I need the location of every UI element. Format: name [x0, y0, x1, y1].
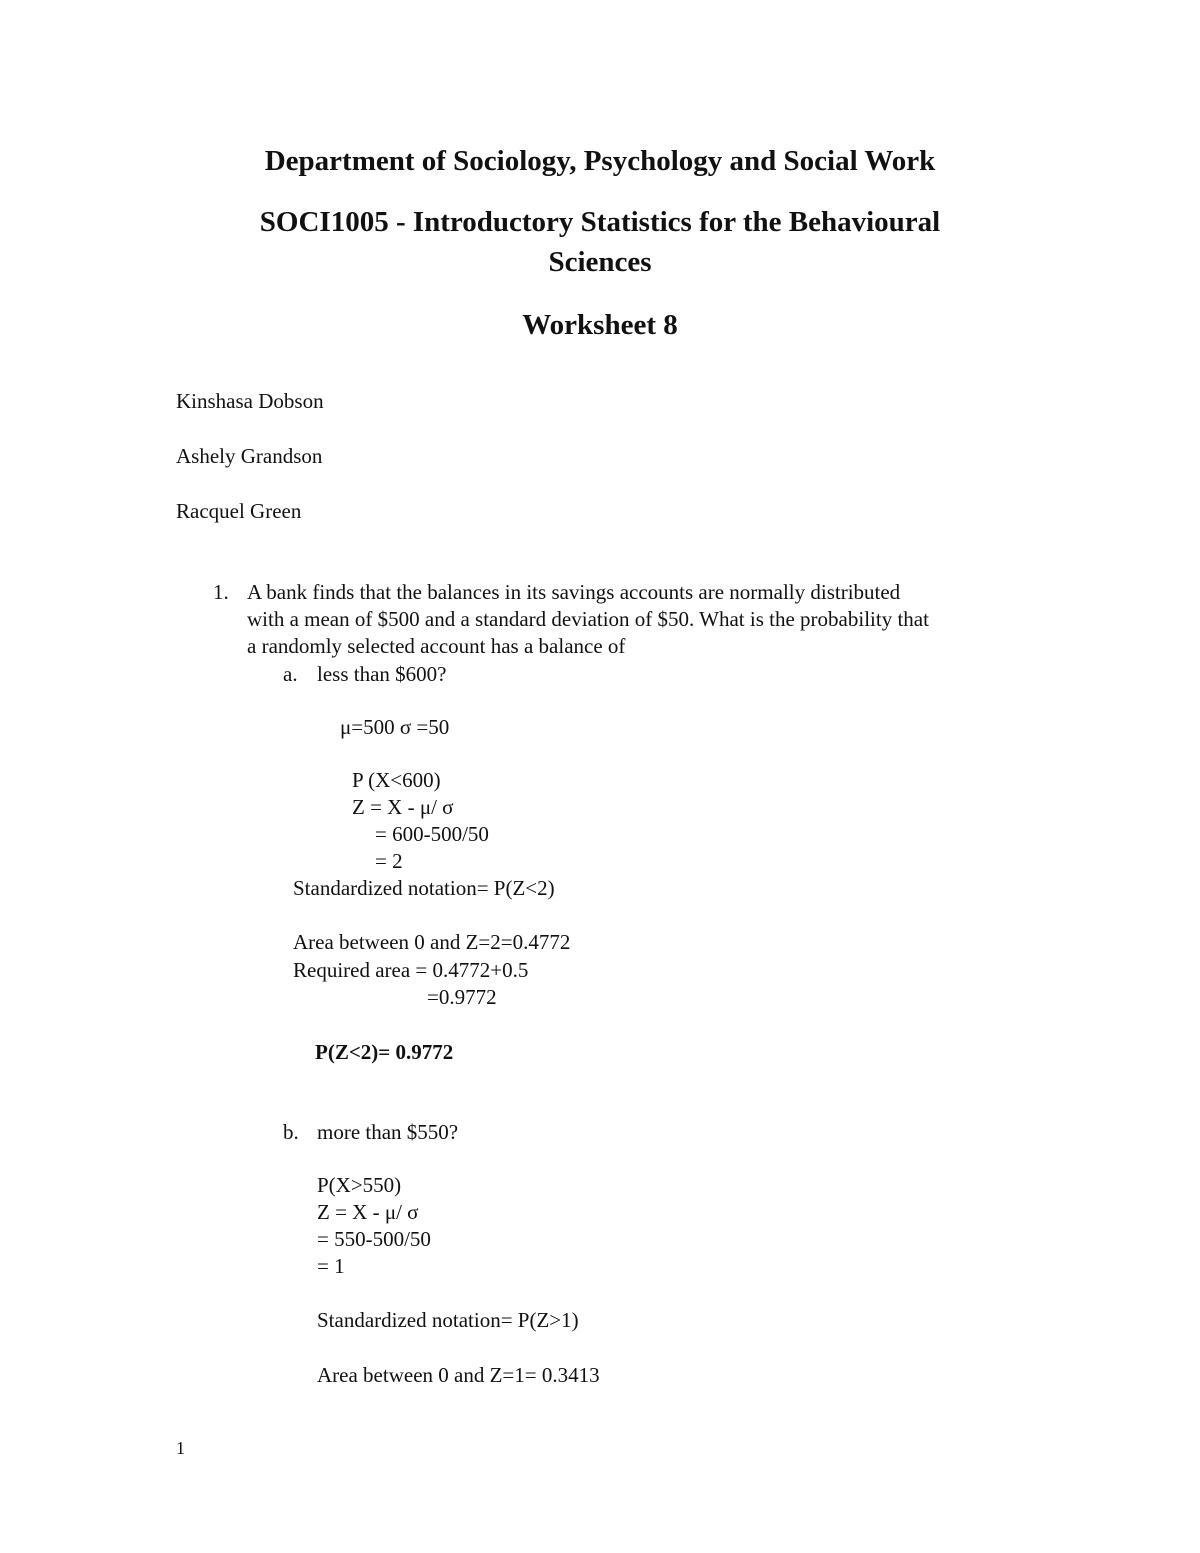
question-text-line: A bank finds that the balances in its savings accounts are normally distributed: [247, 580, 901, 604]
work-line: P (X<600): [352, 768, 441, 792]
work-line: P(X>550): [317, 1173, 402, 1197]
question-text-line: with a mean of $500 and a standard deviation of $50. What is the probability that: [247, 607, 929, 631]
author-name: Kinshasa Dobson: [176, 389, 324, 413]
required-area: Required area = 0.4772+0.5: [293, 958, 529, 982]
work-line: = 1: [317, 1254, 345, 1278]
author-name: Racquel Green: [176, 499, 302, 523]
course-title-line1: SOCI1005 - Introductory Statistics for the Behavioural: [259, 206, 941, 238]
required-area-result: =0.9772: [427, 985, 497, 1009]
part-a-answer: P(Z<2)= 0.9772: [315, 1040, 454, 1064]
part-a-prompt: less than $600?: [317, 662, 447, 686]
work-line: = 600-500/50: [375, 822, 489, 846]
work-line: = 550-500/50: [317, 1227, 431, 1251]
part-b-prompt: more than $550?: [317, 1120, 459, 1144]
part-a-letter: a.: [283, 662, 298, 686]
department-title: Department of Sociology, Psychology and Social Work: [264, 145, 936, 177]
standardized-notation: Standardized notation= P(Z<2): [293, 876, 555, 900]
standardized-notation: Standardized notation= P(Z>1): [317, 1308, 579, 1332]
worksheet-title: Worksheet 8: [522, 309, 678, 341]
area-between: Area between 0 and Z=2=0.4772: [293, 930, 571, 954]
work-line: Z = X - μ/ σ: [317, 1200, 419, 1224]
author-name: Ashely Grandson: [176, 444, 323, 468]
page-number: 1: [176, 1438, 185, 1458]
question-number: 1.: [213, 580, 229, 604]
course-title-line2: Sciences: [548, 246, 652, 278]
question-text-line: a randomly selected account has a balance of: [247, 634, 626, 658]
work-line: = 2: [375, 849, 403, 873]
distribution-params: μ=500 σ =50: [340, 715, 450, 739]
area-between: Area between 0 and Z=1= 0.3413: [317, 1363, 600, 1387]
work-line: Z = X - μ/ σ: [352, 795, 454, 819]
part-b-letter: b.: [283, 1120, 299, 1144]
